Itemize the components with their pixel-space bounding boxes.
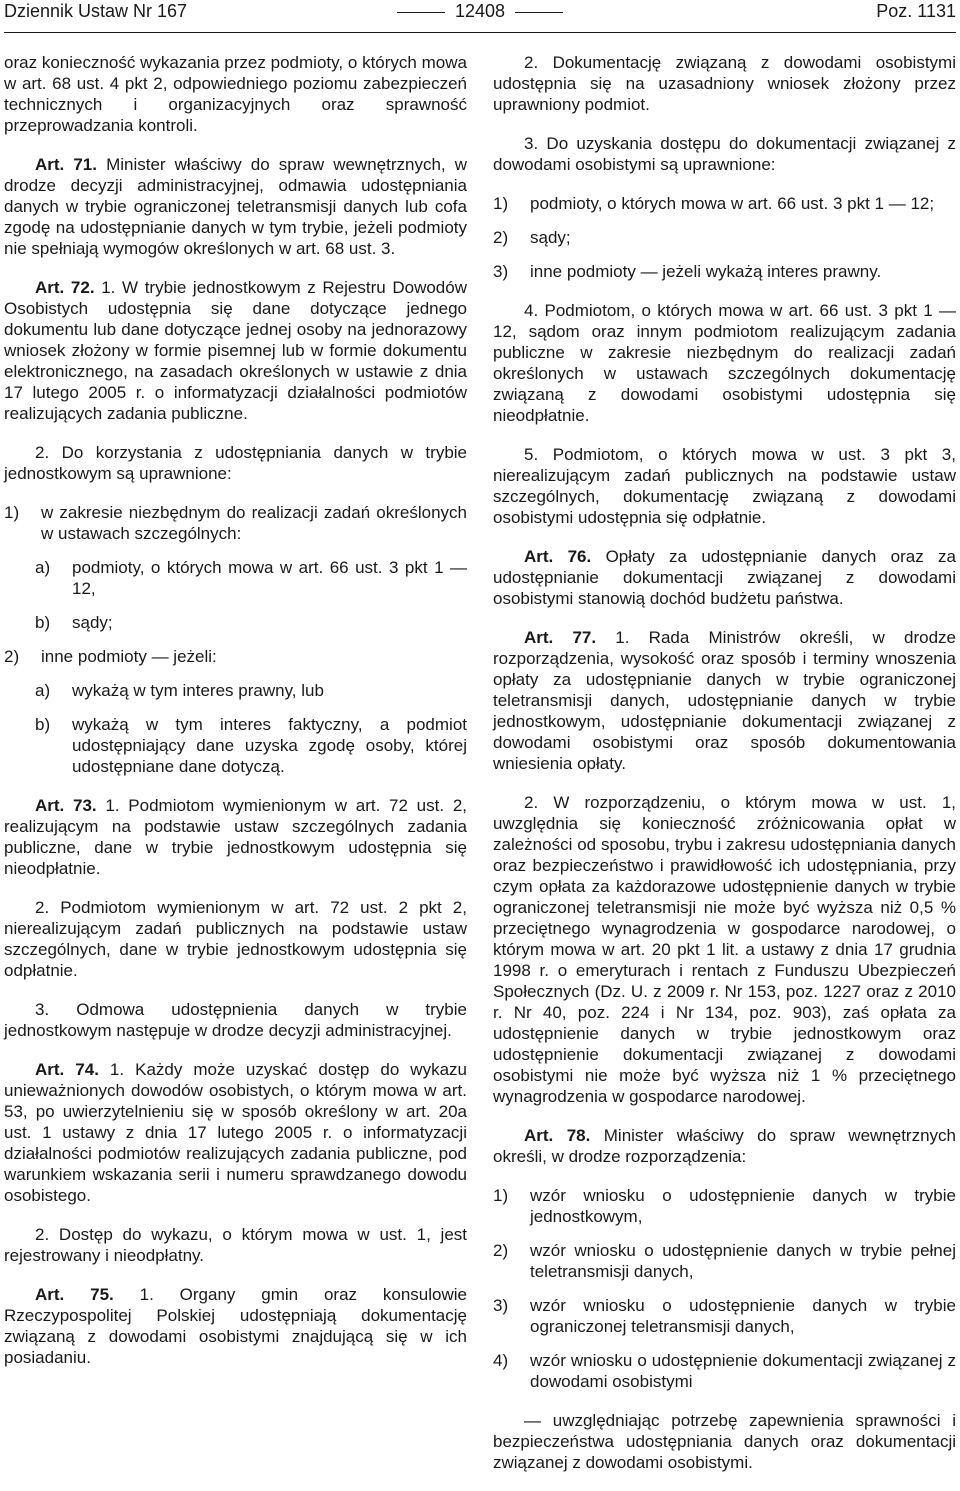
right-column [493, 52, 956, 1491]
article-77-label: Art. 77. [524, 628, 597, 647]
article-71 [4, 154, 467, 259]
article-72 [4, 277, 467, 424]
article-74-paragraph-2: 2. Dostęp do wykazu, o którym mowa w ust. 1, jest rejestrowany i nieodpłatny. [4, 1225, 467, 1265]
article-75 [4, 1284, 467, 1368]
list-marker: b) [35, 715, 51, 734]
list-text: inne podmioty — jeżeli wykażą interes prawny. [530, 262, 882, 281]
list-text: sądy; [72, 613, 113, 632]
list-item [4, 714, 467, 777]
article-77-paragraph-2: 2. W rozporządzeniu, o którym mowa w ust. 1, uwzględnia się konieczność zróżnicowania opłat w zależności od sposobu, trybu i zakresu udostępniania danych oraz bezpieczeństwo i prawidłowość ich udostępniania, przy czym opłata za każdorazowe udostępnienie danych w trybie ograniczonej teletransmisji nie może być wyższa niż 0,5 % przeciętnego wynagrodzenia w gospodarce narodowej, o którym mowa w art. 20 pkt 1 lit. a ustawy z dnia 17 grudnia 1998 r. o emeryturach i rentach z Funduszu Ubezpieczeń Społecznych (Dz. U. z 2009 r. Nr 153, poz. 1227 oraz z 2010 r. Nr 40, poz. 224 i Nr 134, poz. 903), zaś opłata za udostępnienie danych w trybie jednostkowym oraz udostępnienie dokumentacji związanej z dowodami osobistymi nie może być wyższa niż 1 % przeciętnego wynagrodzenia w gospodarce narodowej. [493, 793, 956, 1106]
article-75-paragraph-5: 5. Podmiotom, o których mowa w ust. 3 pkt 3, nierealizującym zadań publicznych na podstawie ustaw szczególnych, dokumentację związaną z dowodami osobistymi udostępnia się odpłatnie. [493, 445, 956, 527]
list-item [493, 1350, 956, 1392]
list-item [4, 646, 467, 667]
list-item [4, 612, 467, 633]
list-text: wzór wniosku o udostępnienie danych w trybie pełnej teletransmisji danych, [530, 1241, 956, 1281]
article-77-text: 1. Rada Ministrów określi, w drodze rozporządzenia, wysokość oraz sposób i terminy wnoszenia opłaty za udostępnianie danych w trybie ograniczonej teletransmisji danych, udostępnianie danych w trybie jednostkowym, udostępnianie dokumentacji związanej z dowodami osobistymi oraz sposób dokumentowania wniesienia opłaty. [493, 628, 956, 773]
left-column [4, 52, 467, 1386]
article-73-paragraph-2: 2. Podmiotom wymienionym w art. 72 ust. 2 pkt 2, nierealizującym zadań publicznych na podstawie ustaw szczególnych, dane w trybie jednostkowym udostępnia się odpłatnie. [4, 898, 467, 980]
page-header [4, 0, 956, 22]
list-item [493, 193, 956, 214]
article-78-label: Art. 78. [524, 1126, 591, 1145]
list-marker: 2) [493, 1241, 509, 1260]
list-text: podmioty, o których mowa w art. 66 ust. 3 pkt 1 — 12; [530, 194, 935, 213]
article-75-paragraph-3: 3. Do uzyskania dostępu do dokumentacji związanej z dowodami osobistymi są uprawnione: [493, 134, 956, 174]
article-73-label: Art. 73. [35, 796, 97, 815]
article-77 [493, 627, 956, 774]
list-item [4, 680, 467, 701]
list-item [493, 1295, 956, 1337]
article-74-text: 1. Każdy może uzyskać dostęp do wykazu unieważnionych dowodów osobistych, o którym mowa w art. 53, po uwierzytelnieniu się w sposób określony w art. 20a ust. 1 ustawy z dnia 17 lutego 2005 r. o informatyzacji działalności podmiotów realizujących zadania publiczne, pod warunkiem wskazania serii i numeru sprawdzanego dowodu osobistego. [4, 1060, 467, 1205]
paragraph-intro: oraz konieczność wykazania przez podmioty, o których mowa w art. 68 ust. 4 pkt 2, odpowiedniego poziomu zabezpieczeń technicznych i organizacyjnych oraz sprawność przeprowadzania kontroli. [4, 53, 467, 135]
article-73-paragraph-3: 3. Odmowa udostępnienia danych w trybie jednostkowym następuje w drodze decyzji administracyjnej. [4, 1000, 467, 1040]
list-marker: 1) [493, 194, 509, 213]
list-text: inne podmioty — jeżeli: [41, 647, 217, 666]
article-71-label: Art. 71. [35, 155, 97, 174]
list-marker: 3) [493, 1296, 509, 1315]
list-text: wykażą w tym interes faktyczny, a podmiot udostępniający dane uzyska zgodę osoby, której udostępniane dane dotyczą. [72, 715, 467, 776]
list-text: wzór wniosku o udostępnienie danych w trybie ograniczonej teletransmisji danych, [530, 1296, 956, 1336]
list-item [493, 261, 956, 282]
article-78-closing: — uwzględniając potrzebę zapewnienia sprawności i bezpieczeństwa udostępniania danych oraz dokumentacji związanej z dowodami osobistymi. [493, 1411, 956, 1472]
article-74 [4, 1059, 467, 1206]
list-item [493, 227, 956, 248]
list-item [493, 1240, 956, 1282]
header-rule [4, 32, 956, 33]
list-marker: a) [35, 681, 51, 700]
article-75-text: 1. Organy gmin oraz konsulowie Rzeczypospolitej Polskiej udostępniają dokumentację związaną z dowodami osobistymi znajdującą się w ich posiadaniu. [4, 1285, 467, 1367]
article-78-text: Minister właściwy do spraw wewnętrznych określi, w drodze rozporządzenia: [493, 1126, 956, 1166]
dash-left [397, 12, 445, 13]
list-text: wzór wniosku o udostępnienie danych w trybie jednostkowym, [530, 1186, 956, 1226]
article-75-paragraph-4: 4. Podmiotom, o których mowa w art. 66 ust. 3 pkt 1 — 12, sądom oraz innym podmiotom realizującym zadania publiczne w zakresie niezbędnym do realizacji zadań określonych w ustawach szczególnych dokumentację związaną z dowodami osobistymi udostępnia się nieodpłatnie. [493, 301, 956, 425]
article-78 [493, 1125, 956, 1167]
article-75-label: Art. 75. [35, 1285, 114, 1304]
list-text: w zakresie niezbędnym do realizacji zadań określonych w ustawach szczególnych: [41, 503, 467, 543]
list-marker: 4) [493, 1351, 509, 1370]
article-72-text: 1. W trybie jednostkowym z Rejestru Dowodów Osobistych udostępnia się dane dotyczące jednego dokumentu lub dane dotyczące jednej osoby na jednorazowy wniosek złożony w formie pisemnej lub w formie dokumentu elektronicznego, na zasadach określonych w ustawie z dnia 17 lutego 2005 r. o informatyzacji działalności podmiotów realizujących zadania publiczne. [4, 278, 467, 423]
journal-title: Dziennik Ustaw Nr 167 [4, 1, 188, 21]
position-label: Poz. 1131 [876, 1, 956, 21]
list-item [493, 1185, 956, 1227]
article-76 [493, 546, 956, 609]
list-marker: 2) [4, 647, 20, 666]
list-marker: 1) [4, 503, 20, 522]
page-number [4, 0, 956, 22]
list-text: wzór wniosku o udostępnienie dokumentacji związanej z dowodami osobistymi [530, 1351, 956, 1391]
article-75-paragraph-2: 2. Dokumentację związaną z dowodami osobistymi udostępnia się na uzasadniony wniosek złożony przez uprawniony podmiot. [493, 53, 956, 114]
article-76-label: Art. 76. [524, 547, 592, 566]
list-item [4, 557, 467, 599]
dash-right [515, 12, 563, 13]
article-72-label: Art. 72. [35, 278, 95, 297]
list-marker: b) [35, 613, 51, 632]
list-text: sądy; [530, 228, 571, 247]
list-item [4, 502, 467, 544]
article-76-text: Opłaty za udostępnianie danych oraz za udostępnianie dokumentacji związanej z dowodami osobistymi stanowią dochód budżetu państwa. [493, 547, 957, 608]
list-marker: 1) [493, 1186, 509, 1205]
list-marker: a) [35, 558, 51, 577]
article-73-text: 1. Podmiotom wymienionym w art. 72 ust. 2, realizującym na podstawie ustaw szczególnych zadania publiczne, dane w trybie jednostkowym udostępnia się nieodpłatnie. [4, 796, 467, 878]
page-number-text: 12408 [454, 1, 506, 21]
list-marker: 3) [493, 262, 509, 281]
article-71-text: Minister właściwy do spraw wewnętrznych, w drodze decyzji administracyjnej, odmawia udostępniania danych w trybie ograniczonej teletransmisji danych lub cofa zgodę na udostępnianie danych w tym trybie, jeżeli podmioty nie spełniają wymogów określonych w art. 68 ust. 3. [4, 155, 467, 258]
article-73 [4, 795, 467, 879]
article-72-paragraph-2: 2. Do korzystania z udostępniania danych w trybie jednostkowym są uprawnione: [4, 443, 467, 483]
list-text: wykażą w tym interes prawny, lub [72, 681, 324, 700]
list-text: podmioty, o których mowa w art. 66 ust. 3 pkt 1 — 12, [72, 558, 467, 598]
list-marker: 2) [493, 228, 509, 247]
article-74-label: Art. 74. [35, 1060, 99, 1079]
